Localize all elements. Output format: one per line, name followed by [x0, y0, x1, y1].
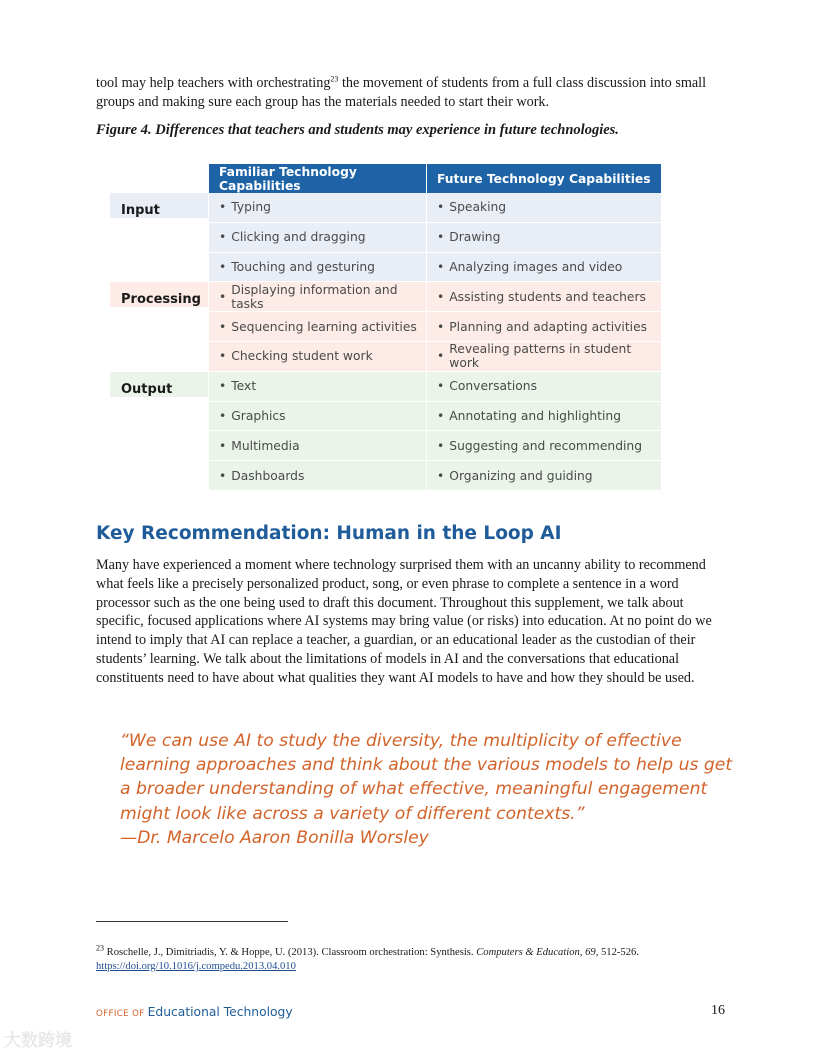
familiar-capability: [208, 312, 426, 342]
table-body: [110, 193, 661, 491]
table-row: [208, 223, 661, 253]
capability-text: Conversations: [449, 379, 537, 394]
bullet-icon: •: [437, 408, 445, 423]
capability-text: Analyzing images and video: [449, 259, 623, 274]
watermark-logo: 大数跨境: [4, 1031, 72, 1051]
table-header-row: [110, 164, 661, 193]
footnote: [96, 943, 736, 974]
bullet-icon: •: [219, 289, 227, 304]
footnote-divider: [96, 921, 288, 922]
office-prefix: OFFICE OF: [96, 1009, 145, 1019]
capability-text: Drawing: [449, 230, 501, 245]
familiar-capability: [208, 253, 426, 283]
capability-text: Typing: [231, 200, 271, 215]
office-logo: [96, 1001, 293, 1020]
familiar-capability: [208, 372, 426, 402]
future-capability: [426, 461, 661, 491]
future-capability: [426, 342, 661, 372]
bullet-icon: •: [437, 438, 445, 453]
bullet-icon: •: [437, 259, 445, 274]
future-capability: [426, 431, 661, 461]
pull-quote: [120, 729, 740, 850]
capability-text: Sequencing learning activities: [231, 319, 417, 334]
capability-text: Dashboards: [231, 468, 305, 483]
bullet-icon: •: [219, 438, 227, 453]
figure-caption: Figure 4. Differences that teachers and students may experience in future technologies.: [96, 122, 619, 138]
header-future: Future Technology Capabilities: [426, 164, 661, 193]
footnote-number: 23: [96, 943, 104, 953]
table-row: [208, 431, 661, 461]
future-capability: [426, 402, 661, 432]
capability-text: Displaying information and tasks: [231, 282, 398, 311]
familiar-capability: [208, 342, 426, 372]
capabilities-table: [110, 164, 661, 491]
bullet-icon: •: [437, 319, 445, 334]
footnote-journal: Computers & Education, 69,: [476, 947, 599, 958]
row-group-label: Processing: [110, 282, 208, 307]
page-number: 16: [711, 1003, 725, 1018]
capability-text: Checking student work: [231, 349, 373, 364]
capability-text: Touching and gesturing: [231, 259, 375, 274]
table-row: [208, 312, 661, 342]
office-name: Educational Technology: [147, 1005, 293, 1019]
capability-text: Clicking and dragging: [231, 230, 366, 245]
intro-text-start: tool may help teachers with orchestrating: [96, 75, 331, 91]
capability-text: Suggesting and recommending: [449, 438, 643, 453]
intro-text-end: the movement of students from a full class discussion into small groups and making sure each group has the materials needed to start their work.: [96, 75, 707, 110]
quote-attribution: —Dr. Marcelo Aaron Bonilla Worsley: [120, 827, 429, 848]
table-group: [110, 193, 661, 282]
table-row: [208, 402, 661, 432]
table-row: [208, 282, 661, 312]
table-row: [208, 193, 661, 223]
bullet-icon: •: [219, 259, 227, 274]
table-header-empty: [110, 164, 208, 193]
familiar-capability: [208, 402, 426, 432]
bullet-icon: •: [219, 319, 227, 334]
section-heading: Key Recommendation: Human in the Loop AI: [96, 523, 562, 544]
capability-text: Annotating and highlighting: [449, 408, 622, 423]
future-capability: [426, 372, 661, 402]
future-capability: [426, 312, 661, 342]
bullet-icon: •: [437, 379, 445, 394]
capability-text: Revealing patterns in student work: [449, 342, 632, 371]
familiar-capability: [208, 282, 426, 312]
capability-text: Text: [231, 379, 257, 394]
row-group-label: Output: [110, 372, 208, 397]
familiar-capability: [208, 223, 426, 253]
table-row: [208, 372, 661, 402]
capability-text: Speaking: [449, 200, 507, 215]
bullet-icon: •: [437, 349, 445, 364]
footnote-pages: 512-526.: [598, 947, 639, 958]
familiar-capability: [208, 461, 426, 491]
bullet-icon: •: [219, 230, 227, 245]
capability-text: Organizing and guiding: [449, 468, 593, 483]
familiar-capability: [208, 193, 426, 223]
table-group: [110, 282, 661, 371]
table-row: [208, 253, 661, 283]
table-group: [110, 372, 661, 491]
bullet-icon: •: [437, 200, 445, 215]
capability-text: Planning and adapting activities: [449, 319, 648, 334]
capability-text: Assisting students and teachers: [449, 289, 646, 304]
table-row: [208, 461, 661, 491]
intro-paragraph: [96, 74, 736, 112]
bullet-icon: •: [219, 379, 227, 394]
header-familiar: Familiar Technology Capabilities: [208, 164, 426, 193]
table-row: [208, 342, 661, 372]
capability-text: Graphics: [231, 408, 286, 423]
future-capability: [426, 193, 661, 223]
bullet-icon: •: [219, 468, 227, 483]
future-capability: [426, 253, 661, 283]
quote-text: “We can use AI to study the diversity, the multiplicity of effective learning approaches and think about the various models to help us get a broader understanding of what effective, meaningful engagement might look like across a variety of different contexts.”: [120, 731, 733, 824]
bullet-icon: •: [437, 230, 445, 245]
footnote-reference[interactable]: 23: [330, 74, 339, 84]
bullet-icon: •: [219, 349, 227, 364]
familiar-capability: [208, 431, 426, 461]
future-capability: [426, 282, 661, 312]
footnote-citation: Roschelle, J., Dimitriadis, Y. & Hoppe, U. (2013). Classroom orchestration: Synthesis.: [104, 947, 477, 958]
recommendation-paragraph: Many have experienced a moment where technology surprised them with an uncanny ability to recommend what feels like a precisely personalized product, song, or even phrase to complete a sentence in a word processor such as the one being used to draft this document. Throughout this supplement, we talk about specific, focused applications where AI systems may bring value (or risks) into education. At no point do we intend to imply that AI can replace a teacher, a guardian, or an educational leader as the custodian of their students’ learning. We talk about the limitations of models in AI and the conversations that educational constituents need to have about what qualities they want AI models to have and how they should be used.: [96, 557, 712, 686]
bullet-icon: •: [219, 408, 227, 423]
bullet-icon: •: [437, 468, 445, 483]
footnote-doi-link[interactable]: https://doi.org/10.1016/j.compedu.2013.04.010: [96, 961, 296, 972]
row-group-label: Input: [110, 193, 208, 218]
bullet-icon: •: [219, 200, 227, 215]
bullet-icon: •: [437, 289, 445, 304]
capability-text: Multimedia: [231, 438, 300, 453]
future-capability: [426, 223, 661, 253]
